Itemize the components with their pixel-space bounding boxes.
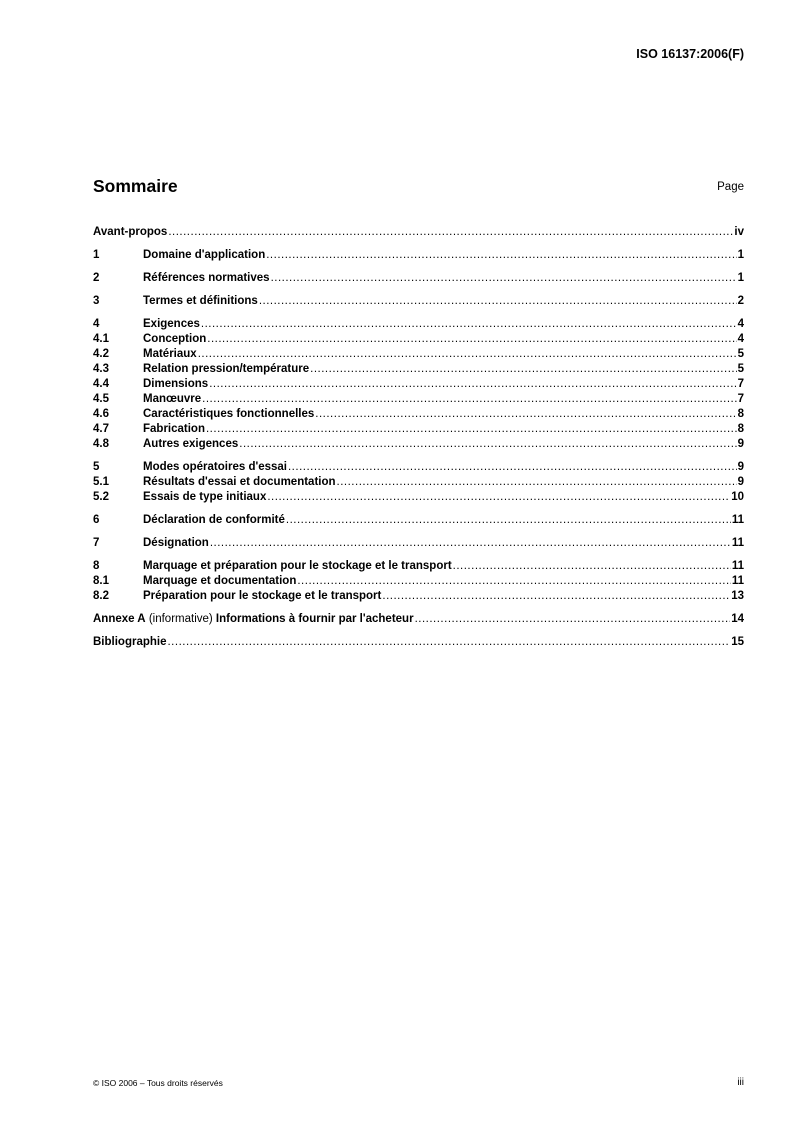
toc-entry-page: 4	[737, 333, 744, 345]
toc-leader-dots	[266, 248, 736, 263]
toc-entry[interactable]	[93, 332, 744, 347]
toc-entry-number: 1	[93, 249, 100, 261]
toc-entry-number: 4.5	[93, 393, 109, 405]
toc-entry-label: Matériaux	[143, 348, 197, 360]
toc-entry-label: Essais de type initiaux	[143, 491, 267, 503]
toc-title: Sommaire	[93, 176, 178, 196]
toc-entry[interactable]	[93, 536, 744, 551]
toc-leader-dots	[288, 460, 737, 475]
toc-leader-dots	[315, 407, 736, 422]
toc-entry-number: 4	[93, 318, 100, 330]
toc-entry[interactable]	[93, 612, 744, 627]
page-number: iii	[737, 1077, 744, 1088]
toc-leader-dots	[202, 392, 736, 407]
toc-entry-page: 11	[731, 537, 744, 549]
toc-leader-dots	[382, 589, 730, 604]
toc-entry-page: 13	[731, 590, 744, 602]
toc-entry[interactable]	[93, 347, 744, 362]
toc-entry[interactable]	[93, 559, 744, 574]
toc-leader-dots	[198, 347, 737, 362]
toc-entry-label: Résultats d'essai et documentation	[143, 476, 336, 488]
toc-entry-number: 4.6	[93, 408, 109, 420]
toc-entry-number: 4.3	[93, 363, 109, 375]
toc-leader-dots	[207, 332, 736, 347]
toc-leader-dots	[337, 475, 737, 490]
toc-entry-number: 6	[93, 514, 100, 526]
toc-entry-page: 14	[731, 613, 744, 625]
toc-entry-label: Fabrication	[143, 423, 205, 435]
toc-entry-page: 11	[731, 514, 744, 526]
toc-leader-dots	[297, 574, 730, 589]
toc-entry[interactable]	[93, 317, 744, 332]
toc-entry-number: 8	[93, 560, 100, 572]
toc-entry-page: 10	[731, 491, 744, 503]
toc-entry[interactable]	[93, 271, 744, 286]
toc-entry-label: Caractéristiques fonctionnelles	[143, 408, 315, 420]
toc-entry-page: 15	[731, 636, 744, 648]
toc-entry[interactable]	[93, 362, 744, 377]
document-id: ISO 16137:2006(F)	[636, 47, 744, 61]
toc-entry[interactable]	[93, 248, 744, 263]
toc-entry-page: 8	[737, 423, 744, 435]
toc-entry-page: iv	[734, 226, 744, 238]
toc-entry-number: 4.1	[93, 333, 109, 345]
toc-entry-label: Bibliographie	[93, 636, 167, 648]
toc-entry[interactable]	[93, 490, 744, 505]
page-column-label: Page	[717, 181, 744, 193]
toc-leader-dots	[453, 559, 731, 574]
toc-entry[interactable]	[93, 635, 744, 650]
toc-entry[interactable]	[93, 225, 744, 240]
toc-leader-dots	[259, 294, 737, 309]
toc-entry[interactable]	[93, 392, 744, 407]
toc-entry-number: 4.7	[93, 423, 109, 435]
toc-entry[interactable]	[93, 294, 744, 309]
toc-entry-page: 4	[737, 318, 744, 330]
toc-entry-label: Références normatives	[143, 272, 270, 284]
toc-leader-dots	[286, 513, 731, 528]
toc-entry-number: 5.1	[93, 476, 109, 488]
toc-entry-page: 7	[737, 378, 744, 390]
table-of-contents	[93, 225, 744, 650]
toc-entry-label: Autres exigences	[143, 438, 239, 450]
toc-entry-label: Dimensions	[143, 378, 209, 390]
toc-entry-label: Termes et définitions	[143, 295, 258, 307]
toc-heading	[93, 176, 744, 200]
toc-entry-page: 2	[737, 295, 744, 307]
toc-entry-number: 3	[93, 295, 100, 307]
toc-leader-dots	[168, 225, 733, 240]
toc-leader-dots	[206, 422, 737, 437]
toc-entry[interactable]	[93, 513, 744, 528]
toc-leader-dots	[271, 271, 737, 286]
toc-entry-number: 4.2	[93, 348, 109, 360]
toc-leader-dots	[267, 490, 730, 505]
toc-entry-label: Déclaration de conformité	[143, 514, 285, 526]
toc-entry[interactable]	[93, 377, 744, 392]
toc-entry-page: 9	[737, 438, 744, 450]
toc-entry-page: 9	[737, 476, 744, 488]
toc-entry-label: Exigences	[143, 318, 200, 330]
toc-entry-label: Annexe A (informative) Informations à fournir par l'acheteur	[93, 613, 414, 625]
toc-entry-number: 8.1	[93, 575, 109, 587]
toc-leader-dots	[209, 377, 736, 392]
toc-entry-label: Marquage et documentation	[143, 575, 297, 587]
toc-entry[interactable]	[93, 460, 744, 475]
toc-entry[interactable]	[93, 589, 744, 604]
toc-entry[interactable]	[93, 422, 744, 437]
toc-leader-dots	[201, 317, 737, 332]
toc-entry[interactable]	[93, 574, 744, 589]
toc-entry-page: 11	[731, 575, 744, 587]
toc-entry-number: 5	[93, 461, 100, 473]
toc-entry-page: 1	[737, 249, 744, 261]
toc-entry-number: 4.4	[93, 378, 109, 390]
toc-leader-dots	[310, 362, 736, 377]
toc-entry-page: 1	[737, 272, 744, 284]
toc-entry-label: Conception	[143, 333, 207, 345]
toc-entry-page: 11	[731, 560, 744, 572]
toc-entry[interactable]	[93, 475, 744, 490]
toc-entry-label: Modes opératoires d'essai	[143, 461, 287, 473]
copyright-notice: © ISO 2006 – Tous droits réservés	[93, 1078, 223, 1088]
toc-entry-number: 2	[93, 272, 100, 284]
toc-entry-label: Manœuvre	[143, 393, 202, 405]
toc-entry-page: 9	[737, 461, 744, 473]
toc-leader-dots	[415, 612, 731, 627]
toc-entry-page: 8	[737, 408, 744, 420]
toc-entry-label: Préparation pour le stockage et le transport	[143, 590, 382, 602]
toc-entry-number: 5.2	[93, 491, 109, 503]
toc-leader-dots	[167, 635, 730, 650]
toc-entry-label: Désignation	[143, 537, 209, 549]
toc-entry-page: 7	[737, 393, 744, 405]
toc-entry-number: 7	[93, 537, 100, 549]
toc-entry-page: 5	[737, 348, 744, 360]
toc-entry-label: Domaine d'application	[143, 249, 266, 261]
toc-entry-label: Marquage et préparation pour le stockage et le transport	[143, 560, 452, 572]
toc-entry-page: 5	[737, 363, 744, 375]
toc-entry-label: Avant-propos	[93, 226, 168, 238]
toc-entry[interactable]	[93, 407, 744, 422]
toc-leader-dots	[239, 437, 736, 452]
toc-entry[interactable]	[93, 437, 744, 452]
toc-entry-label: Relation pression/température	[143, 363, 310, 375]
toc-entry-number: 4.8	[93, 438, 109, 450]
toc-entry-number: 8.2	[93, 590, 109, 602]
toc-leader-dots	[210, 536, 731, 551]
